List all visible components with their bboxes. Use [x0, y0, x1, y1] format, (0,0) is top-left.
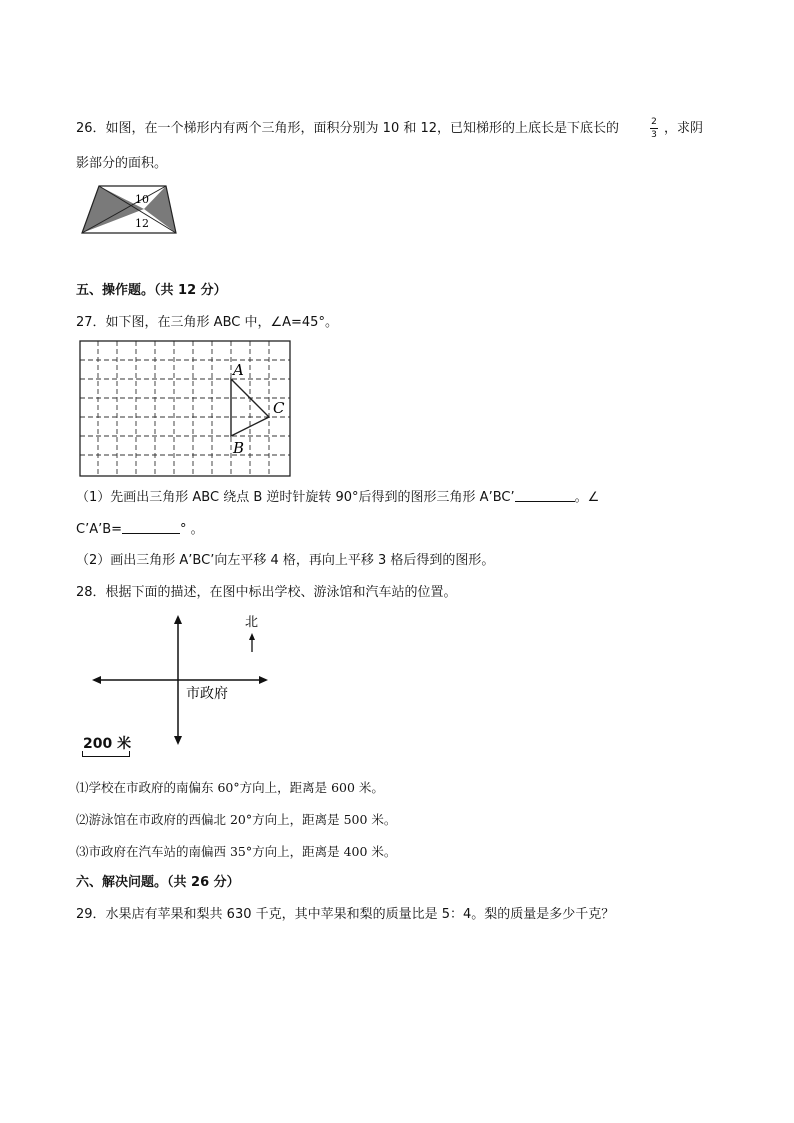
grid-border: [80, 341, 290, 476]
area-label-12: 12: [135, 217, 149, 230]
q26-fraction-bar: [650, 128, 658, 129]
q27-sub1-line2-end: ° 。: [180, 522, 204, 537]
q27-sub1-line2: [76, 522, 204, 538]
vertex-label-c: C: [273, 399, 285, 417]
scale-line: [82, 751, 130, 757]
grid-figure: [79, 340, 293, 478]
q27-sub1-text-end: 。∠: [574, 490, 600, 505]
grid-dashed-lines: [80, 341, 290, 476]
answer-blank-1[interactable]: [515, 490, 575, 502]
q27-sub1-text: （1）先画出三角形 ABC 绕点 B 逆时针旋转 90°后得到的图形三角形 A’BC’: [76, 490, 515, 505]
answer-blank-2[interactable]: [122, 522, 180, 534]
q27-text: 27．如下图，在三角形 ABC 中，∠A=45°。: [76, 315, 338, 330]
q28-item-2: ⑵游泳馆在市政府的西偏北 20°方向上，距离是 500 米。: [76, 812, 397, 827]
q26-line1-end: ，求阴: [664, 121, 704, 136]
arrowhead-east: [259, 676, 268, 684]
q26-line1-text: 26．如图，在一个梯形内有两个三角形，面积分别为 10 和 12，已知梯形的上底长是下底长的: [76, 121, 620, 136]
arrowhead-west: [92, 676, 101, 684]
q26-fraction-numerator: 2: [651, 117, 657, 127]
q27-sub1-line2-text: C’A’B=: [76, 522, 123, 537]
q28-item-1: ⑴学校在市政府的南偏东 60°方向上，距离是 600 米。: [76, 780, 384, 795]
q29-text: 29．水果店有苹果和梨共 630 千克，其中苹果和梨的质量比是 5：4。梨的质量是多少千克？: [76, 907, 615, 922]
trapezoid-figure: [78, 183, 178, 243]
q26-line1: [76, 121, 619, 137]
q26-line2: 影部分的面积。: [76, 156, 168, 171]
arrowhead-south: [174, 736, 182, 745]
section-5-heading: 五、操作题。（共 12 分）: [76, 283, 227, 298]
vertex-label-b: B: [233, 439, 245, 457]
q28-item-3: ⑶市政府在汽车站的南偏西 35°方向上，距离是 400 米。: [76, 844, 397, 859]
scale-label: 200 米: [83, 736, 132, 752]
arrowhead-north: [174, 615, 182, 624]
vertex-label-a: A: [233, 361, 244, 379]
q28-text: 28．根据下面的描述，在图中标出学校、游泳馆和汽车站的位置。: [76, 585, 457, 600]
north-label: 北: [245, 615, 259, 630]
area-label-10: 10: [135, 193, 149, 206]
section-6-heading: 六、解决问题。（共 26 分）: [76, 875, 240, 890]
city-hall-label: 市政府: [186, 686, 228, 702]
scale-bar: [82, 736, 130, 758]
q27-sub2: （2）画出三角形 A’BC’向左平移 4 格，再向上平移 3 格后得到的图形。: [76, 553, 495, 568]
north-arrow-head: [249, 633, 255, 640]
q27-sub1-line1: [76, 490, 599, 506]
q26-fraction-denominator: 3: [651, 130, 657, 140]
